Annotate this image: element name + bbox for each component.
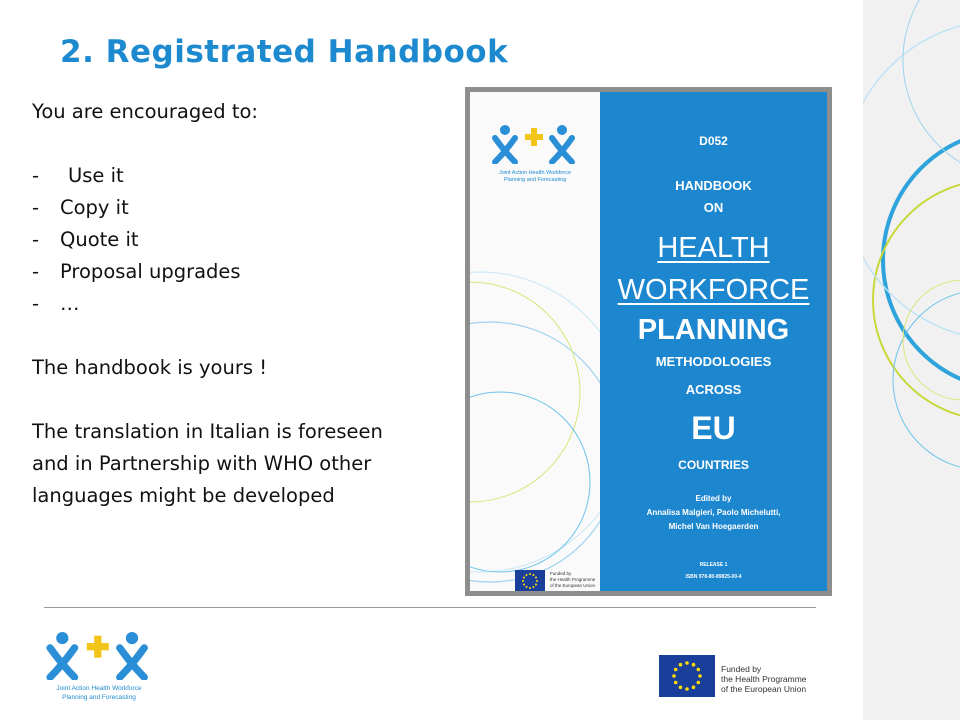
intro-text: You are encouraged to: bbox=[32, 100, 258, 123]
cover-code: D052 bbox=[699, 134, 728, 148]
list-item: - … bbox=[32, 292, 80, 315]
cover-heading-health: HEALTH bbox=[657, 232, 770, 264]
cover-edited-by: Edited by bbox=[695, 494, 732, 503]
cover-line-methodologies: METHODOLOGIES bbox=[655, 354, 772, 369]
cover-line-handbook: HANDBOOK bbox=[675, 178, 752, 193]
bullet-list bbox=[32, 160, 452, 320]
footer-logo-text-line: Planning and Forecasting bbox=[62, 694, 136, 701]
cover-logo-text-line: Planning and Forecasting bbox=[503, 177, 567, 183]
cover-heading-planning: PLANNING bbox=[637, 314, 790, 346]
cover-editors-line-1: Annalisa Malgieri, Paolo Michelutti, bbox=[646, 508, 781, 517]
cover-release: RELEASE 1 bbox=[699, 562, 728, 568]
slide-title: 2. Registrated Handbook bbox=[60, 34, 509, 70]
handbook-cover-image bbox=[465, 87, 832, 596]
cover-isbn: ISBN 978-80-89825-00-4 bbox=[685, 574, 742, 580]
footer-funded-text: Funded by the Health Programme of the European Union bbox=[721, 664, 807, 694]
translation-line-1: The translation in Italian is foreseen bbox=[32, 420, 383, 443]
cover-line-countries: COUNTRIES bbox=[678, 458, 749, 472]
cover-blue-panel bbox=[600, 92, 827, 591]
list-item: - Use it bbox=[32, 164, 124, 187]
joint-action-logo-icon bbox=[44, 628, 154, 680]
footer-logo-text-line: Joint Action Health Workforce bbox=[56, 685, 142, 692]
cover-line-across: ACROSS bbox=[685, 382, 742, 397]
decorative-swirls bbox=[863, 0, 960, 720]
eu-flag-icon bbox=[515, 570, 545, 591]
footer-logo bbox=[44, 628, 154, 702]
ownership-text: The handbook is yours ! bbox=[32, 356, 268, 379]
slide-body bbox=[32, 96, 452, 512]
list-item: - Copy it bbox=[32, 196, 129, 219]
cover-line-on: ON bbox=[703, 200, 724, 215]
footer-divider bbox=[44, 607, 816, 608]
cover-logo-text-line: Joint Action Health Workforce bbox=[498, 170, 572, 176]
translation-line-2: and in Partnership with WHO other bbox=[32, 452, 372, 475]
list-item: - Quote it bbox=[32, 228, 139, 251]
cover-heading-workforce: WORKFORCE bbox=[617, 274, 810, 306]
eu-flag-icon bbox=[659, 655, 715, 697]
cover-funded-text: Funded by the Health Programme of the European Union bbox=[550, 571, 596, 588]
translation-line-3: languages might be developed bbox=[32, 484, 335, 507]
cover-heading-eu: EU bbox=[691, 410, 736, 446]
list-item: - Proposal upgrades bbox=[32, 260, 241, 283]
joint-action-logo-icon bbox=[490, 122, 580, 164]
decorative-side-panel bbox=[863, 0, 960, 720]
cover-editors-line-2: Michel Van Hoegaerden bbox=[668, 522, 759, 531]
cover-logo bbox=[490, 122, 580, 184]
